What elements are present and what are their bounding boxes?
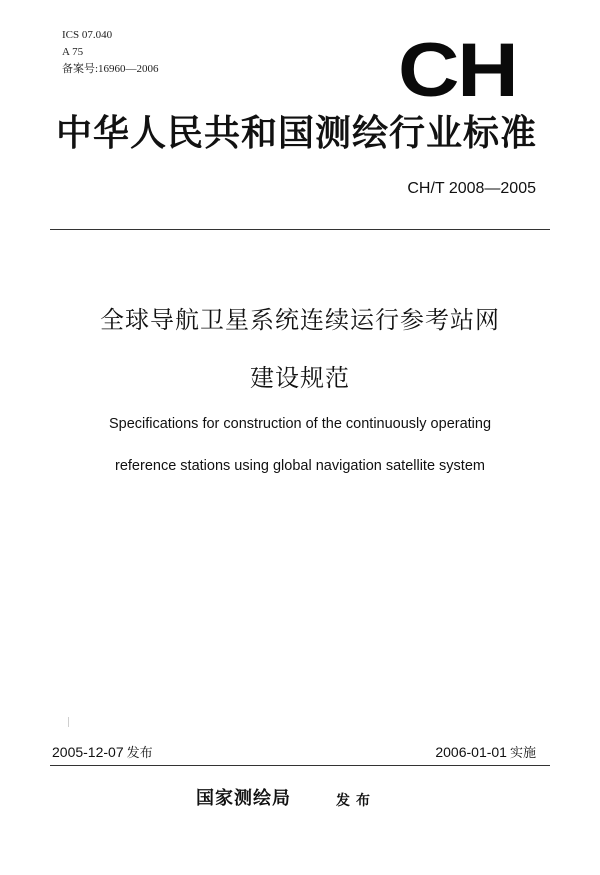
scan-speck: [68, 717, 69, 727]
standard-number: CH/T 2008—2005: [407, 180, 536, 197]
publisher-label: 发布: [336, 793, 376, 809]
implement-label: 实施: [509, 746, 536, 761]
industry-standard-title: 中华人民共和国测绘行业标准: [56, 113, 538, 154]
top-divider: [50, 229, 550, 230]
ch-logo: CH: [398, 28, 517, 113]
implement-date-block: [435, 742, 536, 764]
publisher-name: 国家测绘局: [196, 788, 291, 809]
bottom-divider: [50, 765, 550, 766]
document-title-cn-line2: 建设规范: [250, 364, 350, 392]
classification-block: [62, 27, 159, 78]
issue-date: 2005-12-07: [52, 744, 124, 760]
document-title-en-line1: Specifications for construction of the continuously operating: [108, 416, 492, 432]
implement-date: 2006-01-01: [435, 744, 507, 760]
issue-label: 发布: [126, 746, 153, 761]
issue-date-block: [52, 742, 153, 764]
class-code: A 75: [62, 46, 84, 58]
ics-code: ICS 07.040: [62, 29, 113, 41]
record-number: 备案号:16960—2006: [62, 63, 159, 75]
document-title-en-line2: reference stations using global navigation satellite system: [115, 458, 485, 474]
document-title-cn-line1: 全球导航卫星系统连续运行参考站网: [100, 306, 500, 334]
